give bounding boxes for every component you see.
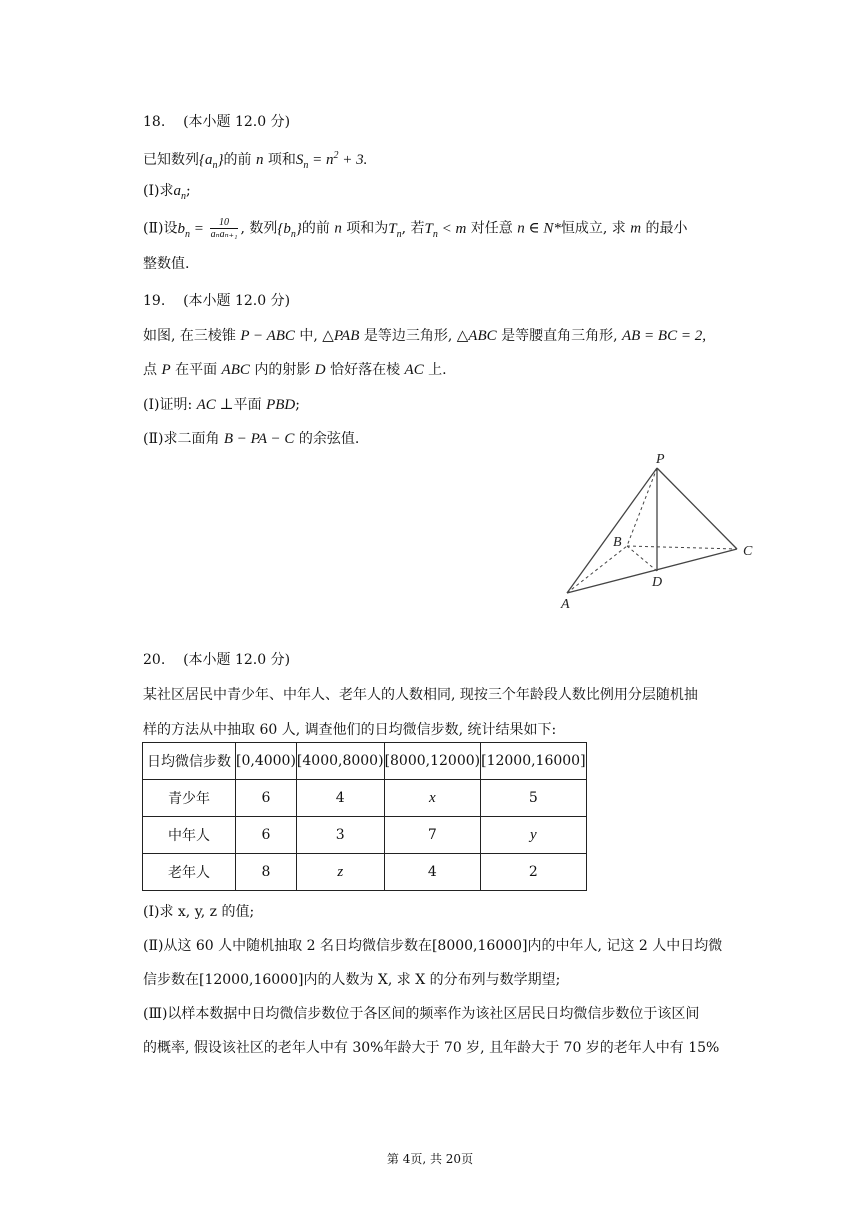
q20-part1: (Ⅰ)求 x, y, z 的值; (143, 904, 255, 920)
row-label: 老年人 (143, 854, 236, 891)
q18-part1-a: $a_n$ (173, 183, 186, 202)
row-label: 青少年 (143, 780, 236, 817)
table-row (143, 817, 587, 854)
q20-header (143, 650, 290, 670)
table-row (143, 780, 587, 817)
q18-points: (本小题 12.0 分) (183, 114, 291, 130)
q19-part1-end: ; (295, 397, 300, 413)
edge-PB (627, 468, 657, 546)
table-header-cell: [12000,16000] (481, 743, 586, 780)
table-row (143, 854, 587, 891)
edge-BC (627, 546, 737, 549)
q18-fraction-denominator: aₙaₙ₊₁ (210, 229, 238, 240)
q20-points: (本小题 12.0 分) (183, 652, 291, 668)
table-cell: 4 (384, 854, 481, 891)
q18-part2-m: m (630, 220, 642, 237)
q19-part2-label: (Ⅱ)求二面角 (143, 431, 224, 447)
q19-tri1: △PAB (322, 328, 360, 344)
table-header-row (143, 743, 587, 780)
q18-stem (143, 146, 367, 176)
q19-expr2: AB = BC = 2, (621, 328, 706, 344)
table-cell: 3 (296, 817, 384, 854)
q18-stem-text: 已知数列 (143, 152, 199, 168)
q18-seq: $\{a_n\}$ (199, 152, 224, 171)
q19-part2-expr: B − PA − C (223, 431, 295, 447)
q18-header (143, 112, 290, 132)
q19-part2 (143, 429, 359, 449)
q18-part2-b: $b_n$ = (177, 220, 208, 240)
q19-text-c: 是等边三角形, (359, 328, 457, 344)
q19-number: 19. (143, 293, 166, 309)
table-cell: 8 (236, 854, 297, 891)
edge-PC (657, 468, 737, 549)
q18-part2-seq: $\{b_n\}$ (277, 220, 302, 240)
q18-number: 18. (143, 114, 166, 130)
q19-stem-line1 (143, 326, 706, 346)
q18-part2-text4: , 若 (401, 220, 425, 237)
q18-stem-mid: 的前 (223, 152, 256, 168)
table-header-cell: [4000,8000) (296, 743, 384, 780)
q18-part2-ineq: $T_n < m$ (424, 220, 467, 240)
label-P: P (656, 452, 665, 467)
q18-part2-text7: 的最小 (641, 220, 688, 237)
table-cell: 5 (481, 780, 586, 817)
q20-stem-line1: 某社区居民中青少年、中年人、老年人的人数相同, 现按三个年龄段人数比例用分层随机抽 (143, 687, 698, 703)
table-cell: x (384, 780, 481, 817)
q18-n: n (255, 152, 264, 168)
table-cell: y (481, 817, 586, 854)
label-C: C (743, 544, 753, 559)
edge-BD (627, 546, 657, 571)
label-D: D (652, 575, 663, 590)
q19-l2-b: 在平面 (170, 362, 222, 378)
steps-table (142, 742, 587, 891)
q19-header (143, 291, 290, 311)
q18-part1 (143, 181, 191, 207)
q18-part1-label: (Ⅰ)求 (143, 183, 174, 199)
q18-part1-end: ; (185, 183, 191, 199)
q18-part2-text6: 恒成立, 求 (560, 220, 631, 237)
q18-part2-n: n (334, 220, 342, 237)
q19-l2-AC: AC (404, 362, 424, 378)
table-cell: 6 (236, 780, 297, 817)
q19-tri2: △ABC (456, 328, 497, 344)
q19-l2-e: 上. (423, 362, 447, 378)
q18-part2-text1: , 数列 (240, 220, 278, 237)
q19-text-b: 中, (294, 328, 323, 344)
q19-l2-d: 恰好落在棱 (325, 362, 405, 378)
q19-l2-c: 内的射影 (249, 362, 315, 378)
q18-fraction (210, 217, 239, 240)
q18-part2-label: (Ⅱ)设 (143, 220, 178, 237)
q19-part2-end: 的余弦值. (294, 431, 360, 447)
q19-part1-expr: AC ⊥ (196, 397, 234, 413)
q18-part2-text3: 项和为 (341, 220, 389, 237)
q18-part2-text5: 对任意 (466, 220, 518, 237)
label-A: A (561, 597, 570, 612)
q18-part2-line2: 整数值. (143, 256, 190, 272)
table-cell: 4 (296, 780, 384, 817)
q19-expr1: P − ABC (240, 328, 295, 344)
q19-points: (本小题 12.0 分) (183, 293, 291, 309)
q20-part3-line1: (Ⅲ)以样本数据中日均微信步数位于各区间的频率作为该社区居民日均微信步数位于该区间 (143, 1006, 700, 1022)
q19-text-a: 如图, 在三棱锥 (143, 328, 241, 344)
row-label: 中年人 (143, 817, 236, 854)
table-cell: 2 (481, 854, 586, 891)
table-header-cell: [0,4000) (236, 743, 297, 780)
q18-sum-formula: $S_n = n^2 + 3$. (295, 150, 368, 171)
q20-stem-line2: 样的方法从中抽取 60 人, 调查他们的日均微信步数, 统计结果如下: (143, 722, 557, 738)
q19-l2-ABC: ABC (221, 362, 250, 378)
q19-l2-P: P (161, 362, 171, 378)
q20-part3-line2: 的概率, 假设该社区的老年人中有 30%年龄大于 70 岁, 且年龄大于 70 岁的老年人中有 15% (143, 1040, 720, 1056)
q20-part2-line1: (Ⅱ)从这 60 人中随机抽取 2 名日均微信步数在[8000,16000]内的中年人, 记这 2 人中日均微 (143, 938, 723, 954)
q19-part1-text: 平面 (233, 397, 267, 413)
table-header-cell: [8000,12000) (384, 743, 481, 780)
q18-stem-mid2: 项和 (263, 152, 296, 168)
q18-part2-T: $T_n$ (388, 220, 402, 240)
label-B: B (613, 535, 622, 550)
q18-part2-text2: 的前 (301, 220, 335, 237)
q19-l2-a: 点 (143, 362, 162, 378)
edge-PA (567, 468, 657, 593)
table-cell: 7 (384, 817, 481, 854)
q19-stem-line2 (143, 360, 447, 380)
q18-part2-cond: n ∈ N* (517, 220, 561, 237)
q20-number: 20. (143, 652, 166, 668)
q19-text-d: 是等腰直角三角形, (496, 328, 622, 344)
pyramid-figure (550, 445, 770, 615)
q19-part1-plane: PBD (266, 397, 296, 413)
table-header-cell: 日均微信步数 (143, 743, 236, 780)
q19-part1 (143, 395, 300, 415)
table-cell: 6 (236, 817, 297, 854)
edge-AB (567, 546, 627, 593)
q19-l2-D: D (314, 362, 326, 378)
q19-part1-label: (Ⅰ)证明: (143, 397, 197, 413)
table-cell: z (296, 854, 384, 891)
q18-part2 (143, 217, 688, 245)
q20-part2-line2: 信步数在[12000,16000]内的人数为 X, 求 X 的分布列与数学期望; (143, 972, 561, 988)
q18-fraction-numerator: 10 (210, 217, 239, 229)
page-footer: 第 4页, 共 20页 (386, 1152, 474, 1166)
